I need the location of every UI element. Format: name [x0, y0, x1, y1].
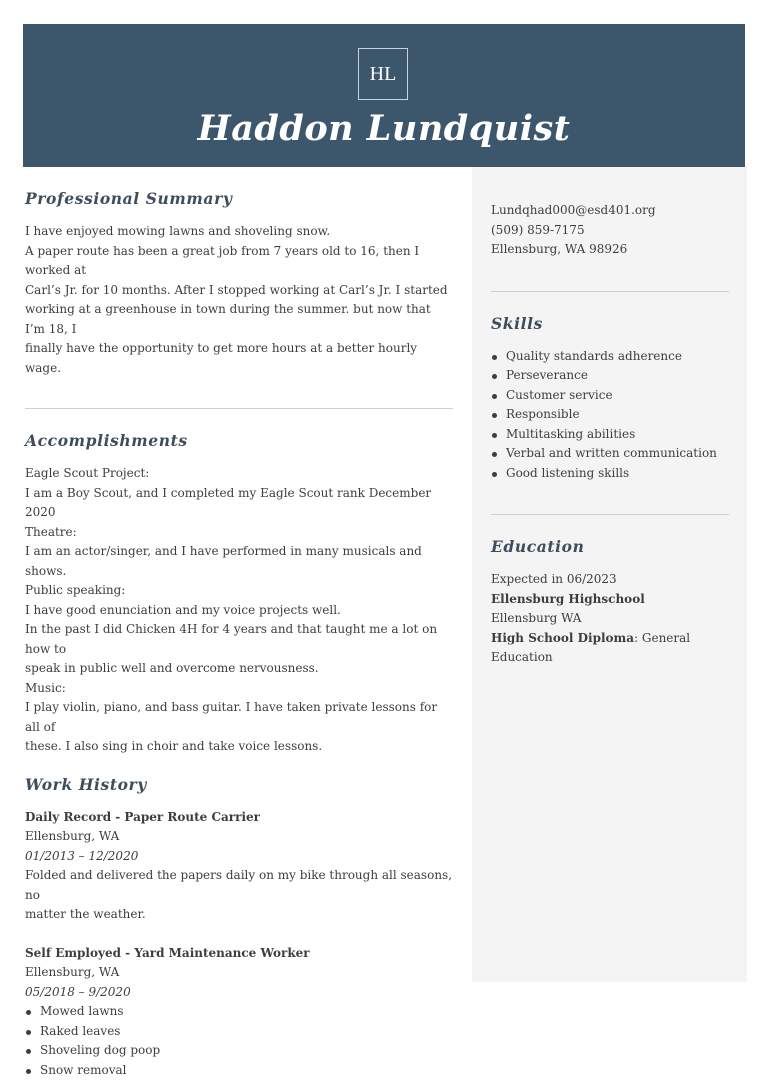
- main-column: [25, 167, 453, 1080]
- summary-line: I have enjoyed mowing lawns and shoveling snow.: [25, 222, 453, 242]
- skill-item: Responsible: [491, 405, 729, 425]
- accomplishment-line: speak in public well and overcome nervousness.: [25, 659, 453, 679]
- accomplishment-line: I am an actor/singer, and I have performed in many musicals and shows.: [25, 542, 453, 581]
- contact-address: Ellensburg, WA 98926: [491, 240, 729, 260]
- education-field: : General Education: [491, 631, 690, 665]
- summary-line: finally have the opportunity to get more hours at a better hourly wage.: [25, 339, 453, 378]
- candidate-name: Haddon Lundquist: [23, 108, 745, 149]
- contact-phone: (509) 859-7175: [491, 221, 729, 241]
- job-description-line: matter the weather.: [25, 905, 453, 925]
- summary-line: working at a greenhouse in town during the summer. but now that I’m 18, I: [25, 300, 453, 339]
- job-location: Ellensburg, WA: [25, 827, 453, 847]
- education-degree-line: [491, 629, 729, 668]
- job-duties-list: [25, 1002, 453, 1080]
- skill-item: Good listening skills: [491, 464, 729, 484]
- skill-item: Perseverance: [491, 366, 729, 386]
- accomplishment-line: In the past I did Chicken 4H for 4 years and that taught me a lot on how to: [25, 620, 453, 659]
- contact-email[interactable]: Lundqhad000@esd401.org: [491, 201, 729, 221]
- list-item: Snow removal: [25, 1061, 453, 1080]
- summary-line: Carl’s Jr. for 10 months. After I stopped working at Carl’s Jr. I started: [25, 281, 453, 301]
- accomplishments-heading: Accomplishments: [25, 431, 453, 450]
- accomplishment-line: I play violin, piano, and bass guitar. I have taken private lessons for all of: [25, 698, 453, 737]
- education-expected: Expected in 06/2023: [491, 570, 729, 590]
- list-item: Mowed lawns: [25, 1002, 453, 1022]
- side-column: [491, 167, 729, 668]
- job-location: Ellensburg, WA: [25, 963, 453, 983]
- skill-item: Customer service: [491, 386, 729, 406]
- summary-text: [25, 222, 453, 378]
- job-description-line: Folded and delivered the papers daily on my bike through all seasons, no: [25, 866, 453, 905]
- job-entry: [25, 944, 453, 1080]
- skills-list: [491, 347, 729, 484]
- work-history-heading: Work History: [25, 775, 453, 794]
- accomplishment-line: I have good enunciation and my voice projects well.: [25, 601, 453, 621]
- skill-item: Quality standards adherence: [491, 347, 729, 367]
- summary-line: A paper route has been a great job from 7 years old to 16, then I worked at: [25, 242, 453, 281]
- job-dates: 01/2013 – 12/2020: [25, 847, 453, 867]
- education-school: Ellensburg Highschool: [491, 590, 729, 610]
- accomplishment-line: Music:: [25, 679, 453, 699]
- list-item: Raked leaves: [25, 1022, 453, 1042]
- contact-block: [491, 201, 729, 260]
- education-entry: [491, 570, 729, 668]
- accomplishment-line: these. I also sing in choir and take voice lessons.: [25, 737, 453, 757]
- skill-item: Multitasking abilities: [491, 425, 729, 445]
- job-title: Daily Record - Paper Route Carrier: [25, 808, 453, 828]
- job-dates: 05/2018 – 9/2020: [25, 983, 453, 1003]
- education-degree: High School Diploma: [491, 631, 634, 645]
- job-entry: [25, 808, 453, 925]
- accomplishment-line: Public speaking:: [25, 581, 453, 601]
- accomplishment-line: Eagle Scout Project:: [25, 464, 453, 484]
- resume-header: [23, 24, 745, 167]
- skills-heading: Skills: [491, 314, 729, 333]
- list-item: Shoveling dog poop: [25, 1041, 453, 1061]
- accomplishment-line: I am a Boy Scout, and I completed my Eagle Scout rank December 2020: [25, 484, 453, 523]
- accomplishment-line: Theatre:: [25, 523, 453, 543]
- job-title: Self Employed - Yard Maintenance Worker: [25, 944, 453, 964]
- monogram-badge: HL: [358, 48, 408, 100]
- accomplishments-text: [25, 464, 453, 757]
- skill-item: Verbal and written communication: [491, 444, 729, 464]
- education-heading: Education: [491, 537, 729, 556]
- education-location: Ellensburg WA: [491, 609, 729, 629]
- summary-heading: Professional Summary: [25, 189, 453, 208]
